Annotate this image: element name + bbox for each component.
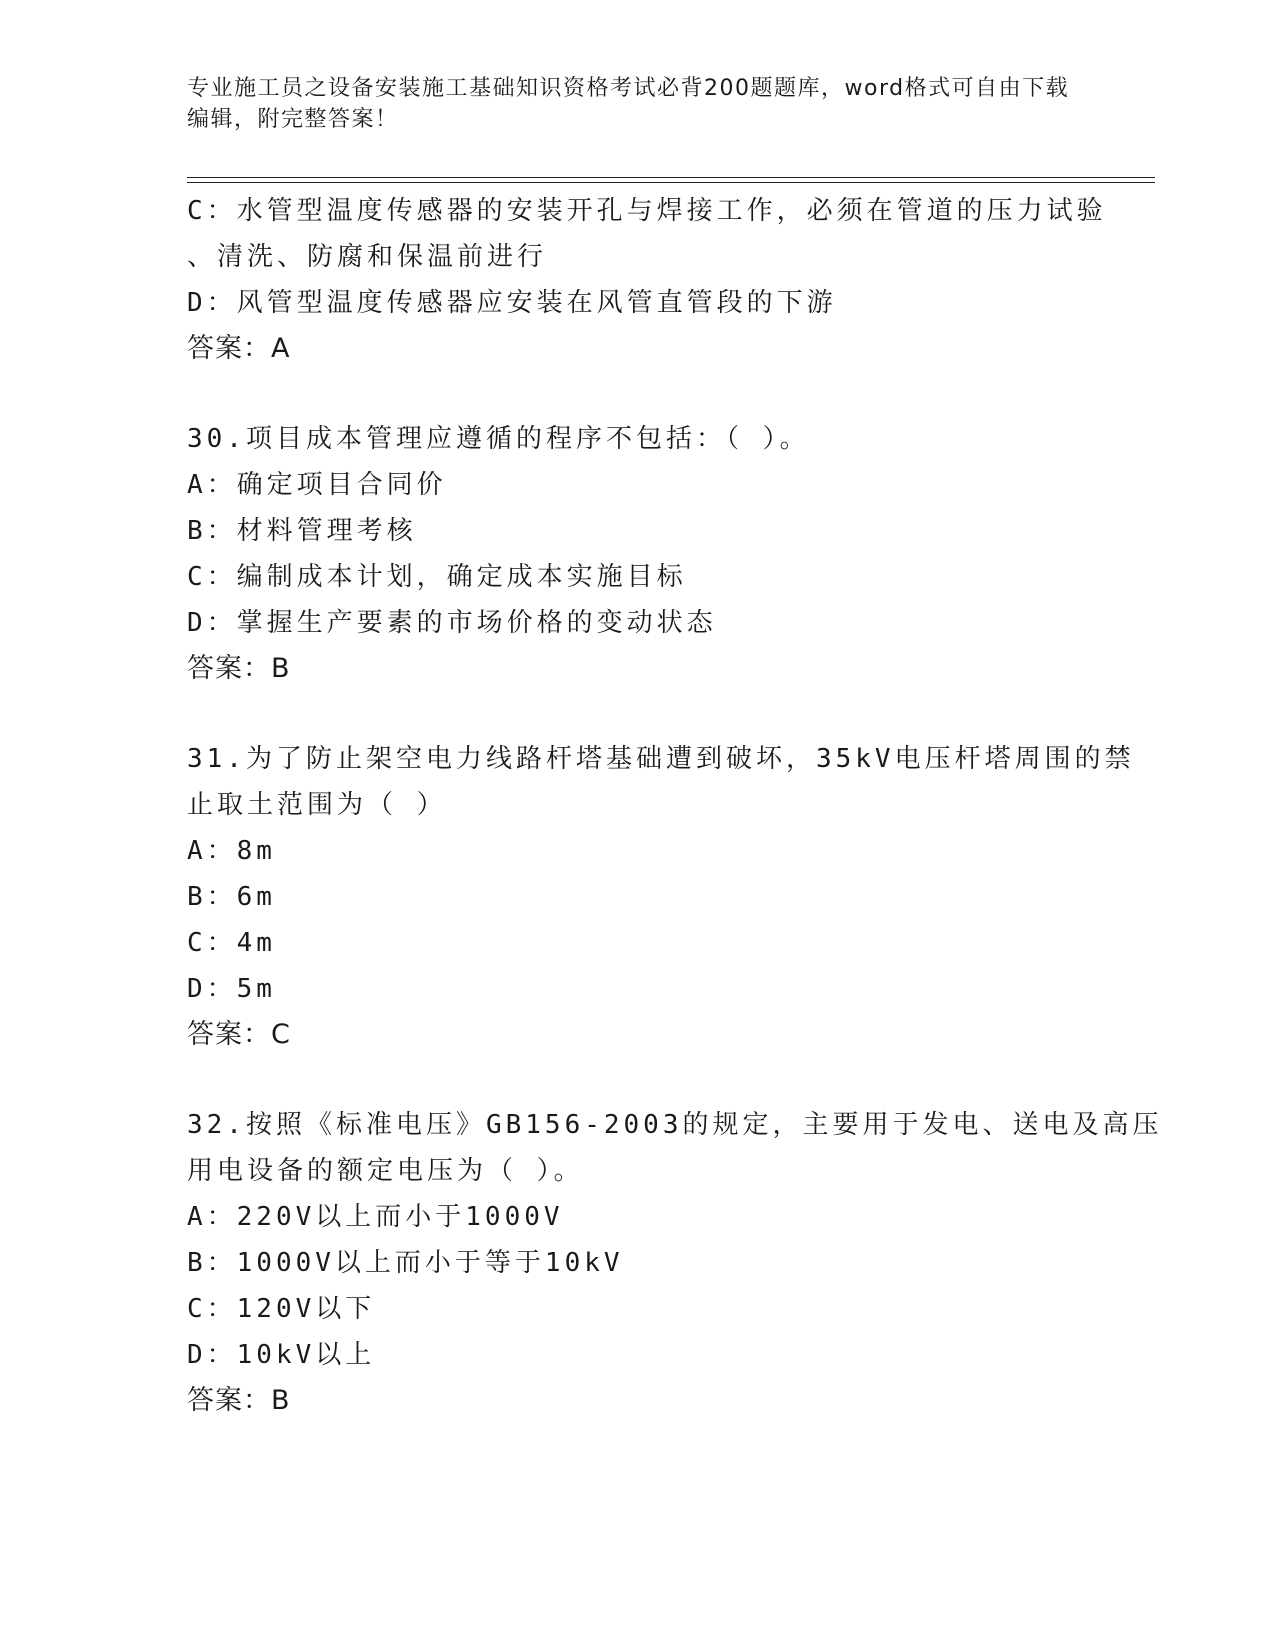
spacer [187,372,1087,416]
option-a: A：确定项目合同价 [187,470,447,500]
option-d: D：10kV以上 [187,1340,376,1370]
option-c: C：4m [187,928,276,958]
option-c: C：120V以下 [187,1294,376,1324]
answer-line: 答案：B [187,653,291,684]
question-stem: 30.项目成本管理应遵循的程序不包括：（ ）。 [187,424,810,454]
answer-line: 答案：B [187,1385,291,1416]
spacer [187,692,1087,736]
question-stem-line-2: 止取土范围为（ ） [187,790,447,820]
question-stem-line-1: 32.按照《标准电压》GB156-2003的规定，主要用于发电、送电及高压 [187,1110,1163,1140]
option-b: B：材料管理考核 [187,516,417,546]
option-a: A：220V以上而小于1000V [187,1202,564,1232]
option-d: D：风管型温度传感器应安装在风管直管段的下游 [187,288,837,318]
document-header [187,73,1087,135]
document-body [187,188,1163,1424]
question-stem-line-2: 用电设备的额定电压为（ ）。 [187,1156,584,1186]
question-30 [187,416,1087,692]
option-c-line-2: 、清洗、防腐和保温前进行 [187,242,548,272]
question-stem-line-1: 31.为了防止架空电力线路杆塔基础遭到破坏，35kV电压杆塔周围的禁 [187,744,1135,774]
question-32 [187,1102,1163,1424]
option-c-line-1: C：水管型温度传感器的安装开孔与焊接工作，必须在管道的压力试验 [187,196,1107,226]
option-a: A：8m [187,836,276,866]
answer-line: 答案：A [187,333,291,364]
option-b: B：6m [187,882,276,912]
header-title: 专业施工员之设备安装施工基础知识资格考试必背200题题库，word格式可自由下载编辑，附完整答案！ [187,76,1070,132]
spacer [187,1058,1087,1102]
option-d: D：掌握生产要素的市场价格的变动状态 [187,608,717,638]
previous-question-continuation [187,188,1107,372]
option-c: C：编制成本计划，确定成本实施目标 [187,562,687,592]
answer-line: 答案：C [187,1019,291,1050]
header-double-rule [187,177,1155,183]
option-d: D：5m [187,974,276,1004]
option-b: B：1000V以上而小于等于10kV [187,1248,624,1278]
question-31 [187,736,1135,1058]
